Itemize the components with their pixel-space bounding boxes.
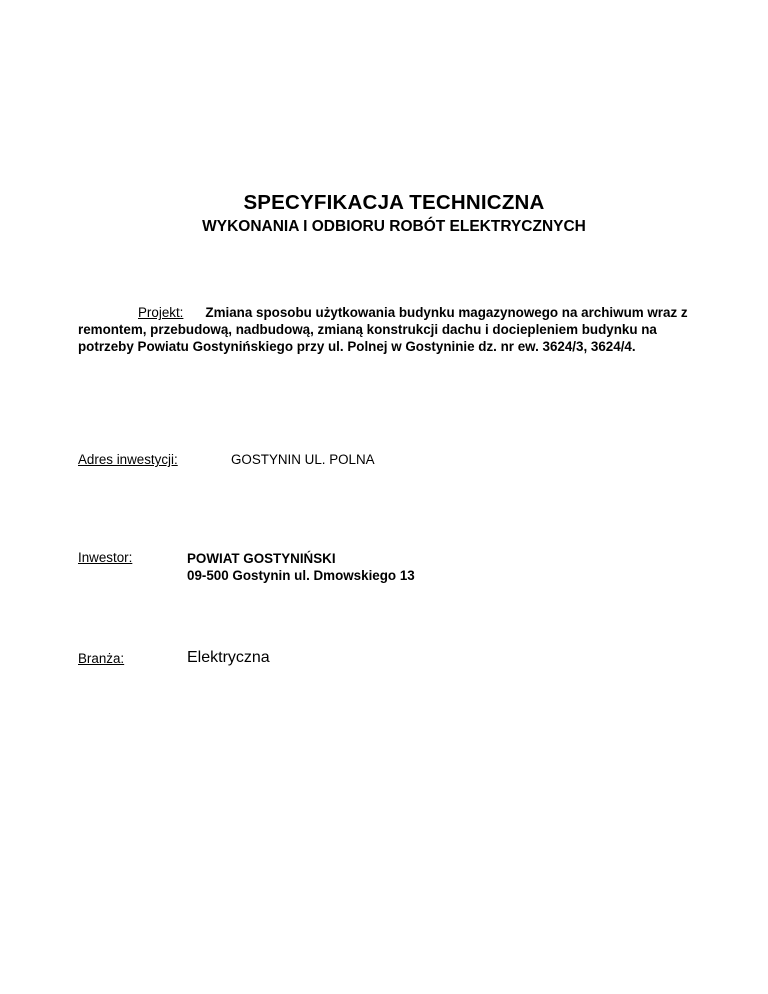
investor-details: [187, 550, 415, 584]
project-description: Zmiana sposobu użytkowania budynku magazynowego na archiwum wraz z remontem, przebudową, nadbudową, zmianą konstrukcji dachu i dociepleniem budynku na potrzeby Powiatu Gostynińskiego przy ul. Polnej w Gostyninie dz. nr ew. 3624/3, 3624/4.: [78, 305, 688, 354]
project-section: [78, 304, 698, 355]
investor-label: Inwestor:: [78, 550, 133, 565]
address-label: Adres inwestycji:: [78, 452, 178, 467]
branch-value: Elektryczna: [187, 649, 270, 666]
document-title: SPECYFIKACJA TECHNICZNA: [243, 191, 545, 214]
project-label: Projekt:: [138, 305, 184, 320]
investor-name: POWIAT GOSTYNIŃSKI: [187, 551, 336, 566]
branch-label: Branża:: [78, 651, 125, 666]
address-value: GOSTYNIN UL. POLNA: [231, 452, 375, 467]
document-subtitle: WYKONANIA I ODBIORU ROBÓT ELEKTRYCZNYCH: [202, 218, 586, 235]
investor-address: 09-500 Gostynin ul. Dmowskiego 13: [187, 568, 415, 583]
